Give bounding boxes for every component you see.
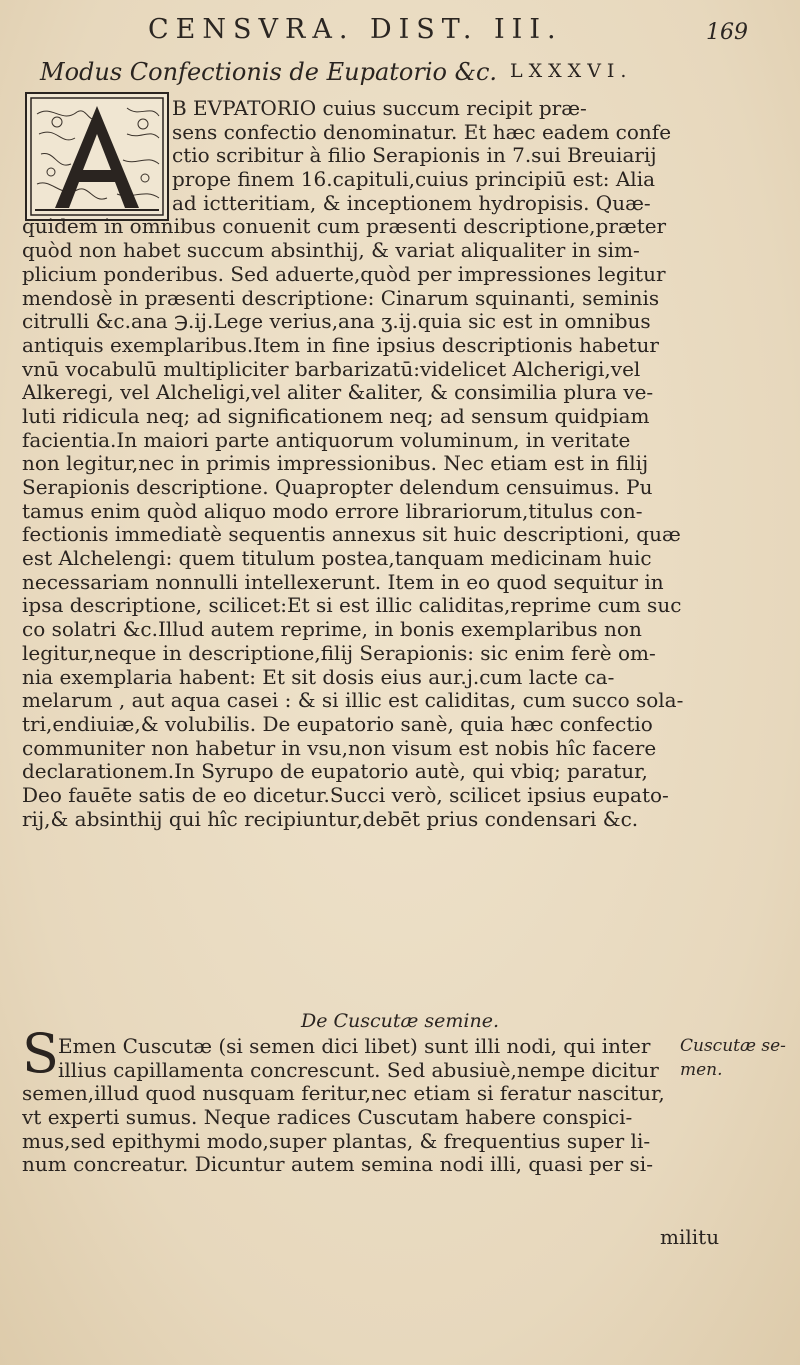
margin-note	[680, 1035, 798, 1082]
text-line: num concreatur. Dicuntur autem semina nodi illi, quasi per si-	[22, 1153, 653, 1177]
text-line: Alkeregi, vel Alcheligi,vel aliter &aliter, & consimilia plura ve-	[22, 381, 654, 405]
text-line: illius capillamenta concrescunt. Sed abusiuè,nempe dicitur	[58, 1058, 659, 1082]
catchword: militu	[660, 1225, 720, 1249]
text-line: communiter non habetur in vsu,non visum est nobis hîc facere	[22, 736, 657, 760]
text-line: melarum , aut aqua casei : & si illic est caliditas, cum succo sola-	[22, 689, 684, 713]
text-line: nia exemplaria habent: Et sit dosis eius aur.j.cum lacte ca-	[22, 665, 615, 689]
text-line: facientia.In maiori parte antiquorum voluminum, in veritate	[22, 428, 631, 452]
text-line: quòd non habet succum absinthij, & variat aliqualiter in sim-	[22, 239, 640, 263]
margin-note-line: men.	[680, 1059, 723, 1080]
text-line: Emen Cuscutæ (si semen dici libet) sunt illi nodi, qui inter	[58, 1035, 651, 1058]
text-line: vt experti sumus. Neque radices Cuscutam habere conspici-	[22, 1106, 633, 1130]
text-line: tri,endiuiæ,& volubilis. De eupatorio sanè, quia hæc confectio	[22, 712, 653, 736]
text-line: ipsa descriptione, scilicet:Et si est illic caliditas,reprime cum suc	[22, 594, 682, 618]
text-line: co solatri &c.Illud autem reprime, in bonis exemplaribus non	[22, 618, 642, 642]
text-line: luti ridicula neq; ad significationem neq; ad sensum quidpiam	[22, 404, 650, 428]
text-line: necessariam nonnulli intellexerunt. Item in eo quod sequitur in	[22, 570, 664, 594]
margin-note-line: Cuscutæ se-	[680, 1036, 786, 1056]
running-head	[0, 10, 800, 50]
text-line: plicium ponderibus. Sed aduerte,quòd per impressiones legitur	[22, 262, 666, 286]
text-line: fectionis immediatè sequentis annexus sit huic descriptioni, quæ	[22, 523, 681, 547]
section-number: LXXXVI.	[510, 60, 633, 82]
text-line: est Alchelengi: quem titulum postea,tanquam medicinam huic	[22, 547, 652, 571]
text-line: sens confectio denominatur. Et hæc eadem confe	[172, 120, 672, 144]
text-line: ctio scribitur à filio Serapionis in 7.sui Breuiarij	[172, 144, 657, 168]
text-line: non legitur,nec in primis impressionibus. Nec etiam est in filij	[22, 452, 649, 476]
text-line: tamus enim quòd aliquo modo errore librariorum,titulus con-	[22, 499, 643, 523]
section-title-text: Modus Confectionis de Eupatorio &c.	[40, 58, 498, 86]
text-line: Deo fauēte satis de eo dicetur.Succi verò, scilicet ipsius eupato-	[22, 783, 669, 807]
text-line: legitur,neque in descriptione,filij Serapionis: sic enim ferè om-	[22, 641, 656, 665]
section-title	[40, 58, 780, 94]
text-line: rij,& absinthij qui hîc recipiuntur,debēt prius condensari &c.	[22, 807, 639, 831]
text-line: vnū vocabulū multipliciter barbarizatū:videlicet Alcherigi,vel	[22, 357, 641, 381]
main-paragraph	[22, 97, 778, 831]
text-line: declarationem.In Syrupo de eupatorio autè, qui vbiq; paratur,	[22, 760, 648, 784]
text-line: mendosè in præsenti descriptione: Cinarum squinanti, seminis	[22, 286, 660, 310]
text-line: prope finem 16.capituli,cuius principiū est: Alia	[172, 168, 656, 192]
initial-s: S	[22, 1022, 59, 1085]
text-line: B EVPATORIO cuius succum recipit præ-	[172, 97, 587, 120]
text-line: Serapionis descriptione. Quapropter delendum censuimus. Pu	[22, 476, 653, 499]
running-title: CENSVRA. DIST. III.	[148, 14, 563, 45]
page-number: 169	[706, 20, 748, 45]
text-line: ad ictteritiam, & inceptionem hydropisis. Quæ-	[172, 191, 651, 215]
text-line: citrulli &c.ana ℈.ij.Lege verius,ana ʒ.ij.quia sic est in omnibus	[22, 310, 651, 334]
text-line: quidem in omnibus conuenit cum præsenti descriptione,præter	[22, 215, 667, 239]
second-paragraph	[22, 1035, 682, 1177]
text-line: mus,sed epithymi modo,super plantas, & frequentius super li-	[22, 1129, 651, 1153]
subheading: De Cuscutæ semine.	[300, 1010, 500, 1032]
text-line: semen,illud quod nusquam feritur,nec etiam si feratur nascitur,	[22, 1082, 665, 1106]
text-line: antiquis exemplaribus.Item in fine ipsius descriptionis habetur	[22, 333, 659, 357]
